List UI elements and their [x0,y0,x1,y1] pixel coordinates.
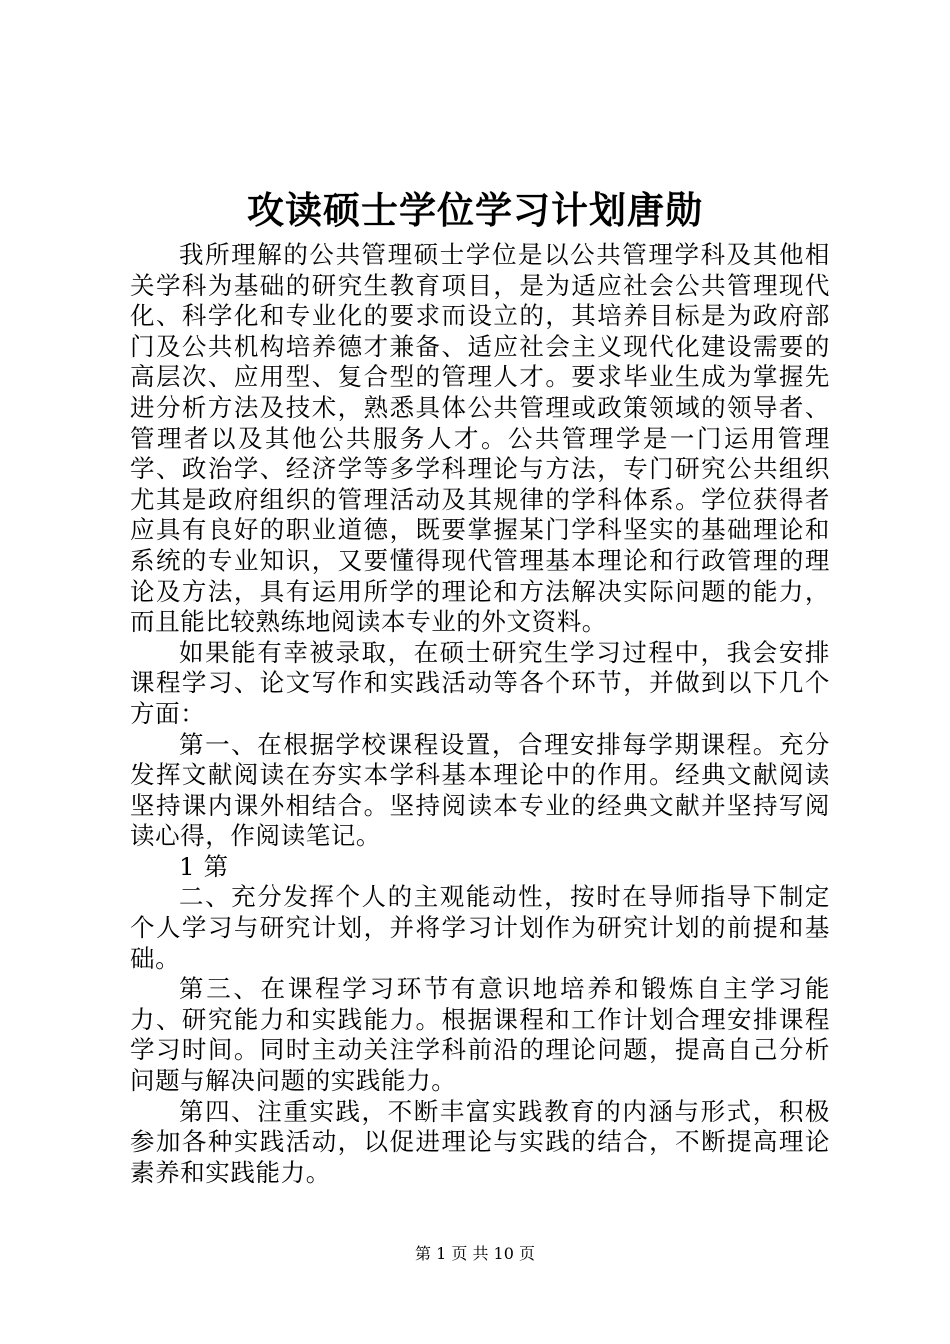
page-number-footer: 第 1 页 共 10 页 [415,1244,535,1263]
paragraph-fourth: 第四、注重实践，不断丰富实践教育的内涵与形式，积极参加各种实践活动，以促进理论与实践的结合，不断提高理论素养和实践能力。 [130,1096,830,1187]
paragraph-fragment: 1 第 [179,851,229,881]
paragraph-intro: 我所理解的公共管理硕士学位是以公共管理学科及其他相关学科为基础的研究生教育项目，是为适应社会公共管理现代化、科学化和专业化的要求而设立的，其培养目标是为政府部门及公共机构培养德才兼备、适应社会主义现代化建设需要的高层次、应用型、复合型的管理人才。要求毕业生成为掌握先进分析方法及技术，熟悉具体公共管理或政策领域的领导者、管理者以及其他公共服务人才。公共管理学是一门运用管理学、政治学、经济学等多学科理论与方法，专门研究公共组织尤其是政府组织的管理活动及其规律的学科体系。学位获得者应具有良好的职业道德，既要掌握某门学科坚实的基础理论和系统的专业知识，又要懂得现代管理基本理论和行政管理的理论及方法，具有运用所学的理论和方法解决实际问题的能力，而且能比较熟练地阅读本专业的外文资料。 [130,240,830,637]
paragraph-plan-overview: 如果能有幸被录取，在硕士研究生学习过程中，我会安排课程学习、论文写作和实践活动等各个环节，并做到以下几个方面： [130,637,830,728]
paragraph-second: 二、充分发挥个人的主观能动性，按时在导师指导下制定个人学习与研究计划，并将学习计划作为研究计划的前提和基础。 [130,882,830,973]
document-body [130,240,830,1188]
paragraph-third: 第三、在课程学习环节有意识地培养和锻炼自主学习能力、研究能力和实践能力。根据课程和工作计划合理安排课程学习时间。同时主动关注学科前沿的理论问题，提高自己分析问题与解决问题的实践能力。 [130,974,830,1096]
paragraph-first: 第一、在根据学校课程设置，合理安排每学期课程。充分发挥文献阅读在夯实本学科基本理论中的作用。经典文献阅读坚持课内课外相结合。坚持阅读本专业的经典文献并坚持写阅读心得，作阅读笔记。 [130,729,830,851]
document-title: 攻读硕士学位学习计划唐勋 [247,188,703,232]
